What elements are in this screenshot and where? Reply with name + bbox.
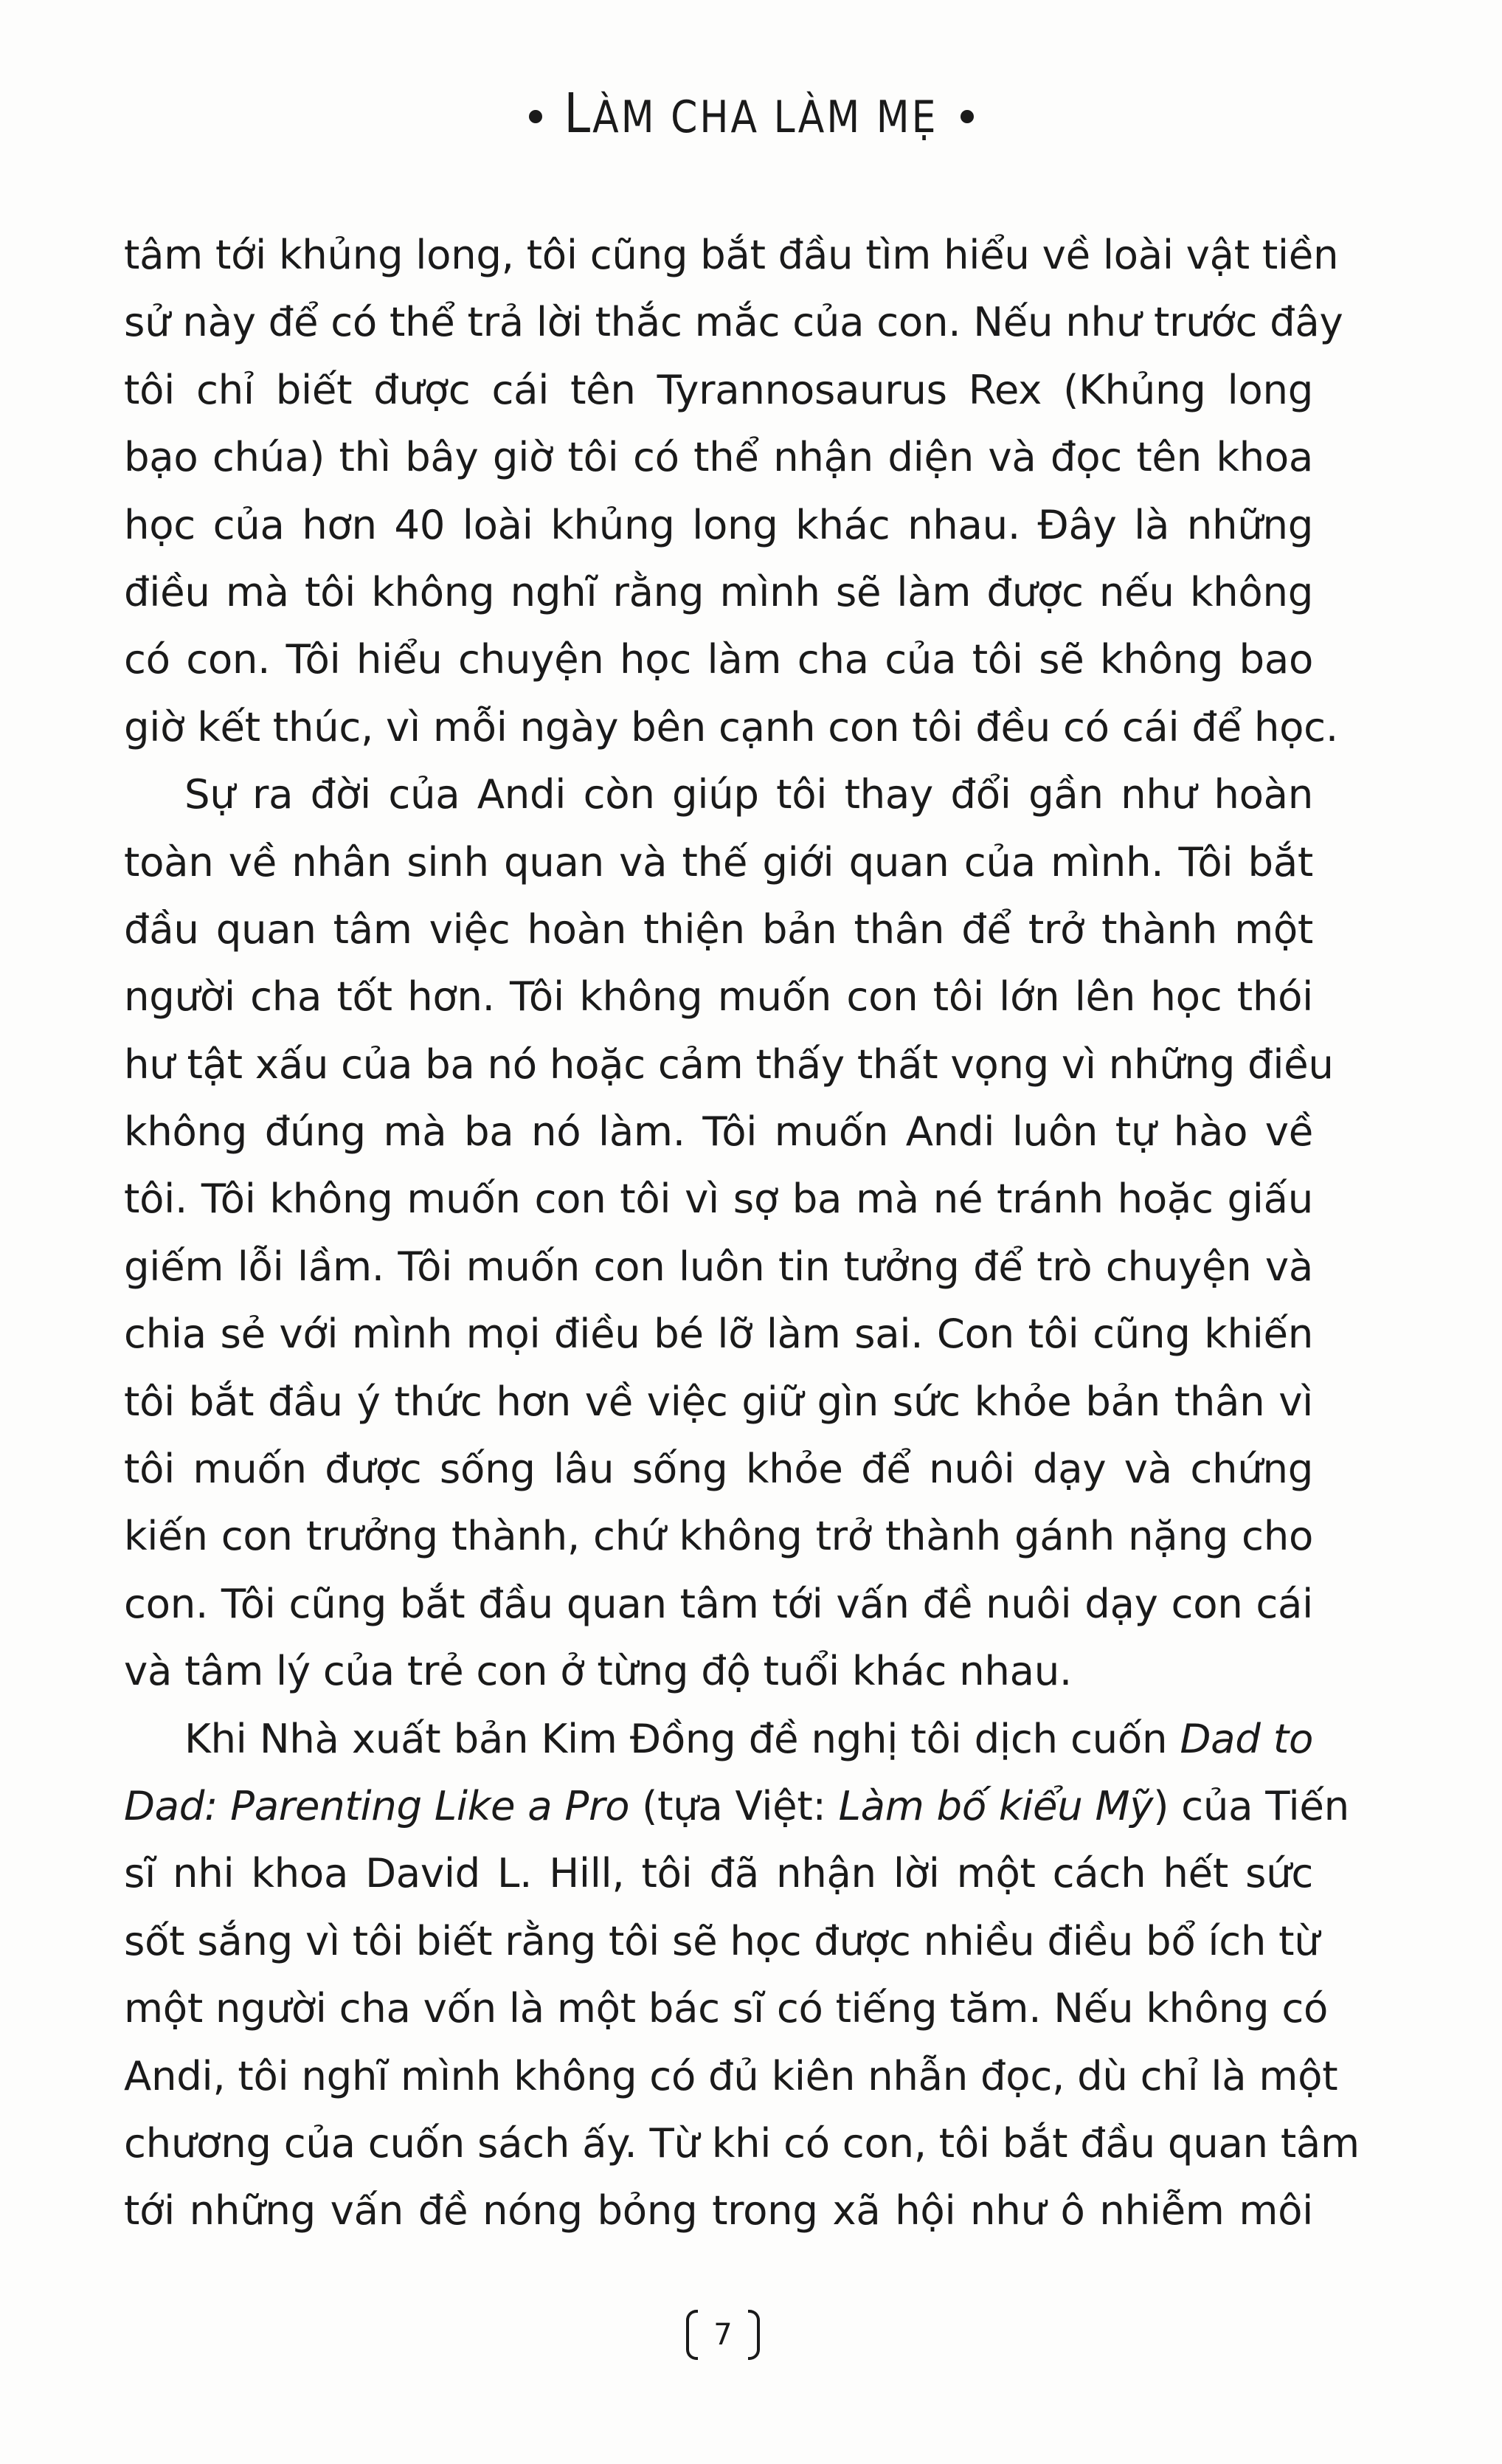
- page-number: [686, 2310, 760, 2360]
- page-number-bracket-right: [748, 2310, 760, 2360]
- page-number-bracket-left: [686, 2310, 698, 2360]
- text-line: [124, 1773, 1349, 1840]
- text-run: (tựa Việt:: [629, 1781, 839, 1829]
- text-line: không đúng mà ba nó làm. Tôi muốn Andi luôn tự hào về: [124, 1108, 1313, 1156]
- text-line: đầu quan tâm việc hoàn thiện bản thân để trở thành một: [124, 905, 1313, 953]
- book-title-italic: Dad to: [1180, 1714, 1313, 1762]
- header-title: LÀM CHA LÀM MẸ: [564, 83, 938, 146]
- text-line: tôi chỉ biết được cái tên Tyrannosaurus Rex (Khủng long: [124, 365, 1313, 413]
- body-text: [124, 221, 1360, 2245]
- book-title-italic: Dad: Parenting Like a Pro: [124, 1781, 630, 1829]
- text-line: chương của cuốn sách ấy. Từ khi có con, tôi bắt đầu quan tâm: [124, 2119, 1360, 2167]
- text-line: tâm tới khủng long, tôi cũng bắt đầu tìm hiểu về loài vật tiền: [124, 231, 1339, 278]
- text-line: tôi. Tôi không muốn con tôi vì sợ ba mà né tránh hoặc giấu: [124, 1175, 1313, 1223]
- text-line: kiến con trưởng thành, chứ không trở thành gánh nặng cho: [124, 1512, 1313, 1560]
- text-run: ) của Tiến: [1153, 1781, 1349, 1829]
- text-line: sĩ nhi khoa David L. Hill, tôi đã nhận lời một cách hết sức: [124, 1849, 1313, 1897]
- text-line: bạo chúa) thì bây giờ tôi có thể nhận diện và đọc tên khoa: [124, 433, 1313, 481]
- page-number-value: 7: [713, 2318, 733, 2352]
- text-line: [124, 1705, 1313, 1773]
- text-line: Andi, tôi nghĩ mình không có đủ kiên nhẫn đọc, dù chỉ là một: [124, 2051, 1338, 2099]
- header-bullet-left: [529, 110, 542, 123]
- text-line: giờ kết thúc, vì mỗi ngày bên cạnh con tôi đều có cái để học.: [124, 703, 1338, 750]
- text-line: tới những vấn đề nóng bỏng trong xã hội như ô nhiễm môi: [124, 2187, 1313, 2234]
- text-line: người cha tốt hơn. Tôi không muốn con tôi lớn lên học thói: [124, 973, 1313, 1021]
- text-line: có con. Tôi hiểu chuyện học làm cha của tôi sẽ không bao: [124, 635, 1313, 683]
- text-line: tôi bắt đầu ý thức hơn về việc giữ gìn sức khỏe bản thân vì: [124, 1377, 1313, 1425]
- text-run: Khi Nhà xuất bản Kim Đồng đề nghị tôi dịch cuốn: [184, 1714, 1180, 1762]
- text-line: một người cha vốn là một bác sĩ có tiếng tăm. Nếu không có: [124, 1984, 1329, 2032]
- text-line: toàn về nhân sinh quan và thế giới quan của mình. Tôi bắt: [124, 838, 1313, 886]
- text-line: giếm lỗi lầm. Tôi muốn con luôn tin tưởng để trò chuyện và: [124, 1242, 1313, 1290]
- text-line: con. Tôi cũng bắt đầu quan tâm tới vấn đề nuôi dạy con cái: [124, 1579, 1313, 1627]
- text-line: và tâm lý của trẻ con ở từng độ tuổi khác nhau.: [124, 1647, 1072, 1695]
- text-line: Sự ra đời của Andi còn giúp tôi thay đổi gần như hoàn: [184, 770, 1313, 818]
- text-line: hư tật xấu của ba nó hoặc cảm thấy thất vọng vì những điều: [124, 1040, 1334, 1088]
- text-line: sốt sắng vì tôi biết rằng tôi sẽ học được nhiều điều bổ ích từ: [124, 1916, 1320, 1964]
- running-header: [0, 83, 1502, 146]
- text-line: điều mà tôi không nghĩ rằng mình sẽ làm được nếu không: [124, 567, 1313, 615]
- text-line: chia sẻ với mình mọi điều bé lỡ làm sai. Con tôi cũng khiến: [124, 1310, 1313, 1358]
- text-line: tôi muốn được sống lâu sống khỏe để nuôi dạy và chứng: [124, 1445, 1313, 1493]
- text-line: học của hơn 40 loài khủng long khác nhau. Đây là những: [124, 500, 1313, 548]
- text-line: sử này để có thể trả lời thắc mắc của con. Nếu như trước đây: [124, 298, 1343, 346]
- header-bullet-right: [961, 110, 974, 123]
- vietnamese-title-italic: Làm bố kiểu Mỹ: [838, 1781, 1154, 1829]
